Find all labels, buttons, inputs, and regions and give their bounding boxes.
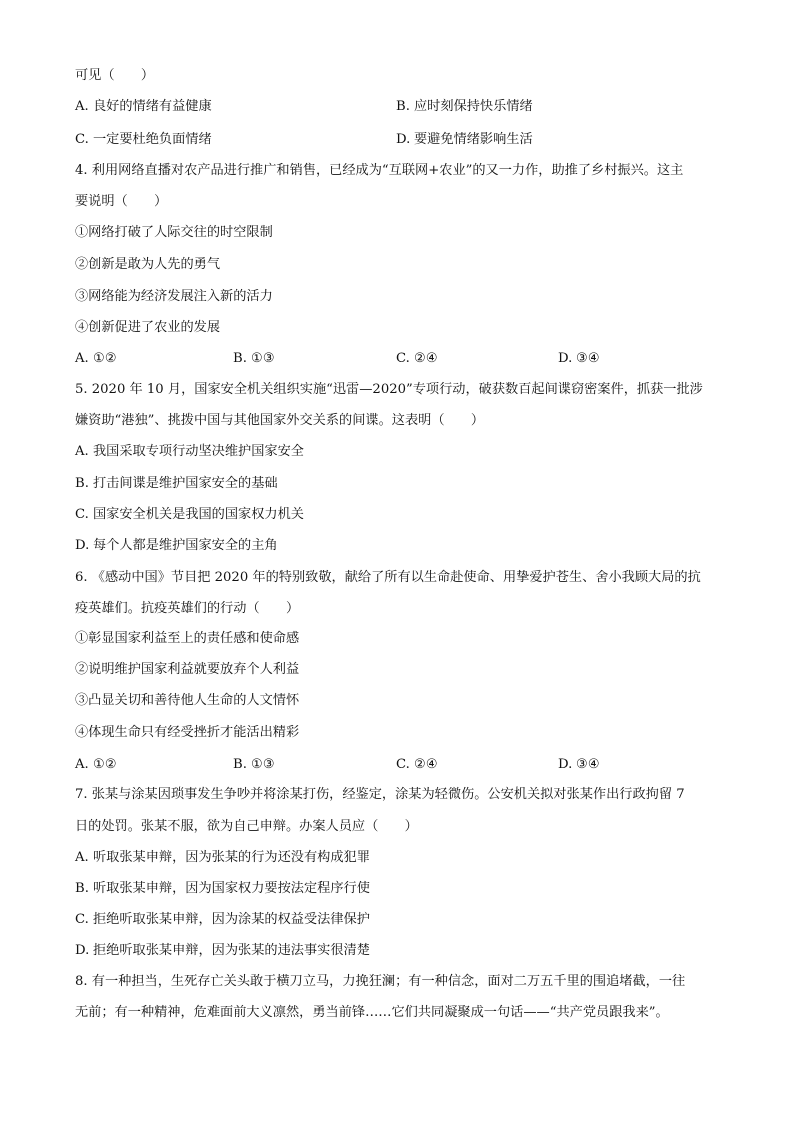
- option-text: ②④: [414, 351, 438, 366]
- option-label: A.: [75, 351, 89, 366]
- option-text: 要避免情绪影响生活: [414, 132, 533, 147]
- q8-stem-line1: 8. 有一种担当，生死存亡关头敢于横刀立马，力挽狂澜；有一种信念，面对二万五千里的围追堵截，一往: [75, 974, 686, 989]
- option-text: 应时刻保持快乐情绪: [414, 99, 533, 114]
- option-text: ②④: [414, 757, 438, 772]
- q7-option-b: [75, 880, 370, 898]
- option-label: D.: [75, 538, 90, 553]
- option-text: ③④: [576, 351, 600, 366]
- option-text: ①②: [93, 351, 117, 366]
- option-label: D.: [558, 757, 573, 772]
- option-text: ①③: [251, 757, 275, 772]
- option-label: B.: [75, 881, 89, 896]
- q3-option-c: [75, 131, 212, 149]
- option-text: 国家安全机关是我国的国家权力机关: [93, 507, 304, 522]
- q4-stem-line1: 4. 利用网络直播对农产品进行推广和销售，已经成为“互联网+农业”的又一力作，助推了乡村振兴。这主: [75, 163, 684, 178]
- option-label: C.: [75, 912, 89, 927]
- q5-option-c: [75, 506, 304, 524]
- q6-option-d: [558, 756, 600, 774]
- option-text: ①②: [93, 757, 117, 772]
- option-text: 我国采取专项行动坚决维护国家安全: [93, 444, 304, 459]
- q5-option-d: [75, 537, 278, 555]
- q4-statement-1: ①网络打破了人际交往的时空限制: [75, 225, 273, 240]
- option-label: D.: [396, 132, 411, 147]
- option-label: D.: [558, 351, 573, 366]
- q5-option-b: [75, 475, 278, 493]
- option-text: 打击间谍是维护国家安全的基础: [93, 476, 278, 491]
- option-label: B.: [233, 351, 247, 366]
- q6-statement-2: ②说明维护国家利益就要放弃个人利益: [75, 662, 300, 677]
- q8-stem-line2: 无前；有一种精神，危难面前大义凛然，勇当前锋……它们共同凝聚成一句话——“共产党员跟我来”。: [75, 1005, 669, 1020]
- q4-option-a: [75, 350, 117, 368]
- option-label: A.: [75, 99, 89, 114]
- option-label: C.: [75, 507, 89, 522]
- q4-statement-2: ②创新是敢为人先的勇气: [75, 257, 221, 272]
- option-label: C.: [75, 132, 89, 147]
- option-text: 拒绝听取张某申辩，因为张某的违法事实很清楚: [93, 943, 370, 958]
- q7-option-d: [75, 942, 370, 960]
- q6-stem-line1: 6. 《感动中国》节目把 2020 年的特别致敬，献给了所有以生命赴使命、用挚爱护苍生、舍小我顾大局的抗: [75, 570, 701, 585]
- option-label: A.: [75, 850, 89, 865]
- q5-stem-line2: 嫌资助“港独”、挑拨中国与其他国家外交关系的间谍。这表明（ ）: [75, 413, 485, 428]
- q6-option-a: [75, 756, 117, 774]
- q3-stem-tail: 可见（ ）: [75, 68, 155, 83]
- option-label: B.: [396, 99, 410, 114]
- option-label: B.: [75, 476, 89, 491]
- option-text: 一定要杜绝负面情绪: [93, 132, 212, 147]
- q7-stem-line1: 7. 张某与涂某因琐事发生争吵并将涂某打伤，经鉴定，涂某为轻微伤。公安机关拟对张某作出行政拘留 7: [75, 787, 685, 802]
- q7-option-a: [75, 849, 370, 867]
- option-text: 每个人都是维护国家安全的主角: [93, 538, 278, 553]
- q6-option-b: [233, 756, 275, 774]
- q5-option-a: [75, 443, 304, 461]
- q3-option-d: [396, 131, 533, 149]
- q6-statement-1: ①彰显国家利益至上的责任感和使命感: [75, 631, 300, 646]
- q5-stem-line1: 5. 2020 年 10 月，国家安全机关组织实施“迅雷—2020”专项行动，破获数百起间谍窃密案件，抓获一批涉: [75, 382, 703, 397]
- q6-stem-line2: 疫英雄们。抗疫英雄们的行动（ ）: [75, 601, 300, 616]
- q4-option-c: [396, 350, 438, 368]
- q3-option-a: [75, 98, 212, 116]
- option-text: 拒绝听取张某申辩，因为涂某的权益受法律保护: [93, 912, 370, 927]
- q6-option-c: [396, 756, 438, 774]
- q7-option-c: [75, 911, 370, 929]
- q3-option-b: [396, 98, 533, 116]
- option-text: ③④: [576, 757, 600, 772]
- q4-option-d: [558, 350, 600, 368]
- q4-stem-line2: 要说明（ ）: [75, 194, 168, 209]
- option-text: 良好的情绪有益健康: [93, 99, 212, 114]
- option-text: 听取张某申辩，因为国家权力要按法定程序行使: [93, 881, 370, 896]
- option-label: B.: [233, 757, 247, 772]
- option-text: 听取张某申辩，因为张某的行为还没有构成犯罪: [93, 850, 370, 865]
- q4-statement-3: ③网络能为经济发展注入新的活力: [75, 289, 273, 304]
- q6-statement-3: ③凸显关切和善待他人生命的人文情怀: [75, 693, 300, 708]
- q4-statement-4: ④创新促进了农业的发展: [75, 320, 221, 335]
- q7-stem-line2: 日的处罚。张某不服，欲为自己申辩。办案人员应（ ）: [75, 819, 418, 834]
- option-label: A.: [75, 757, 89, 772]
- option-label: D.: [75, 943, 90, 958]
- option-label: C.: [396, 757, 410, 772]
- option-label: C.: [396, 351, 410, 366]
- q6-statement-4: ④体现生命只有经受挫折才能活出精彩: [75, 725, 300, 740]
- option-text: ①③: [251, 351, 275, 366]
- option-label: A.: [75, 444, 89, 459]
- q4-option-b: [233, 350, 275, 368]
